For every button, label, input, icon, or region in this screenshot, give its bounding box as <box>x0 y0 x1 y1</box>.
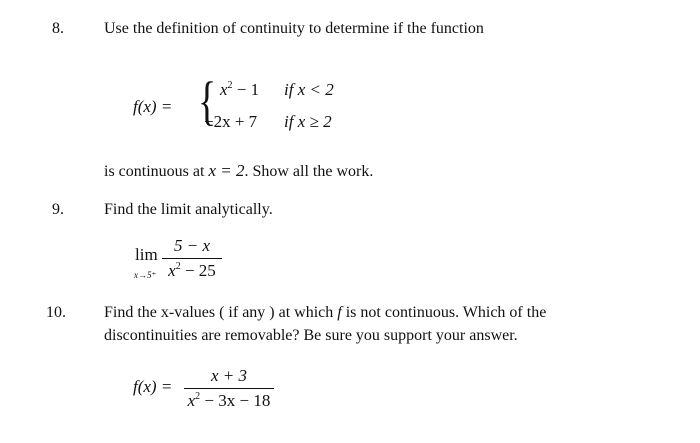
followup-prefix: is continuous at <box>104 163 209 180</box>
prompt-line1-f: f <box>337 304 342 321</box>
followup-math: x = 2 <box>208 161 245 180</box>
limit-numerator: 5 − x <box>173 236 211 255</box>
limit-fraction <box>162 236 222 281</box>
limit-subscript: x→5⁺ <box>134 270 157 280</box>
case1-base: x <box>220 80 228 99</box>
p10-function-lhs-text: f(x) = <box>133 377 173 396</box>
piecewise-case-2-expr <box>204 112 257 132</box>
limit-den-base: x <box>168 261 176 280</box>
problem-10-fraction <box>184 366 274 411</box>
case2-expr-text: −2x + 7 <box>204 112 258 131</box>
problem-9-number: 9. <box>52 201 64 218</box>
p10-den-rest: − 3x − 18 <box>200 391 271 410</box>
function-lhs-text: f(x) = <box>133 97 173 116</box>
problem-8-followup <box>104 161 373 181</box>
problem-8-prompt: Use the definition of continuity to determine if the function <box>104 20 484 37</box>
problem-10-prompt-line1 <box>104 304 546 322</box>
problem-8-function-lhs <box>133 97 172 117</box>
problem-8-number: 8. <box>52 20 64 37</box>
p10-fraction-bar <box>184 388 274 389</box>
piecewise-case-1-cond: if x < 2 <box>284 80 334 99</box>
p10-numerator: x + 3 <box>210 366 248 385</box>
p10-denominator <box>184 391 274 411</box>
problem-10-number: 10. <box>46 304 66 321</box>
limit-den-sup: 2 <box>175 261 181 272</box>
followup-suffix: . Show all the work. <box>244 163 374 180</box>
case1-rest: − 1 <box>232 80 260 99</box>
p10-den-base: x <box>187 391 196 410</box>
piecewise-brace: { <box>198 71 217 131</box>
case1-sup: 2 <box>227 80 233 91</box>
piecewise-case-1-expr <box>220 80 259 100</box>
prompt-line1-a: Find the x-values ( if any ) at which <box>104 304 338 321</box>
problem-9-prompt: Find the limit analytically. <box>104 201 273 218</box>
limit-denominator <box>162 261 222 281</box>
limit-fraction-bar <box>162 258 222 259</box>
limit-den-rest: − 25 <box>180 261 216 280</box>
problem-10-function-lhs <box>133 377 172 397</box>
prompt-line1-b: is not continuous. Which of the <box>341 304 547 321</box>
limit-word: lim <box>135 245 158 264</box>
p10-den-sup: 2 <box>195 391 201 402</box>
piecewise-case-2-cond: if x ≥ 2 <box>284 112 332 131</box>
problem-10-prompt-line2: discontinuities are removable? Be sure you support your answer. <box>104 327 518 344</box>
